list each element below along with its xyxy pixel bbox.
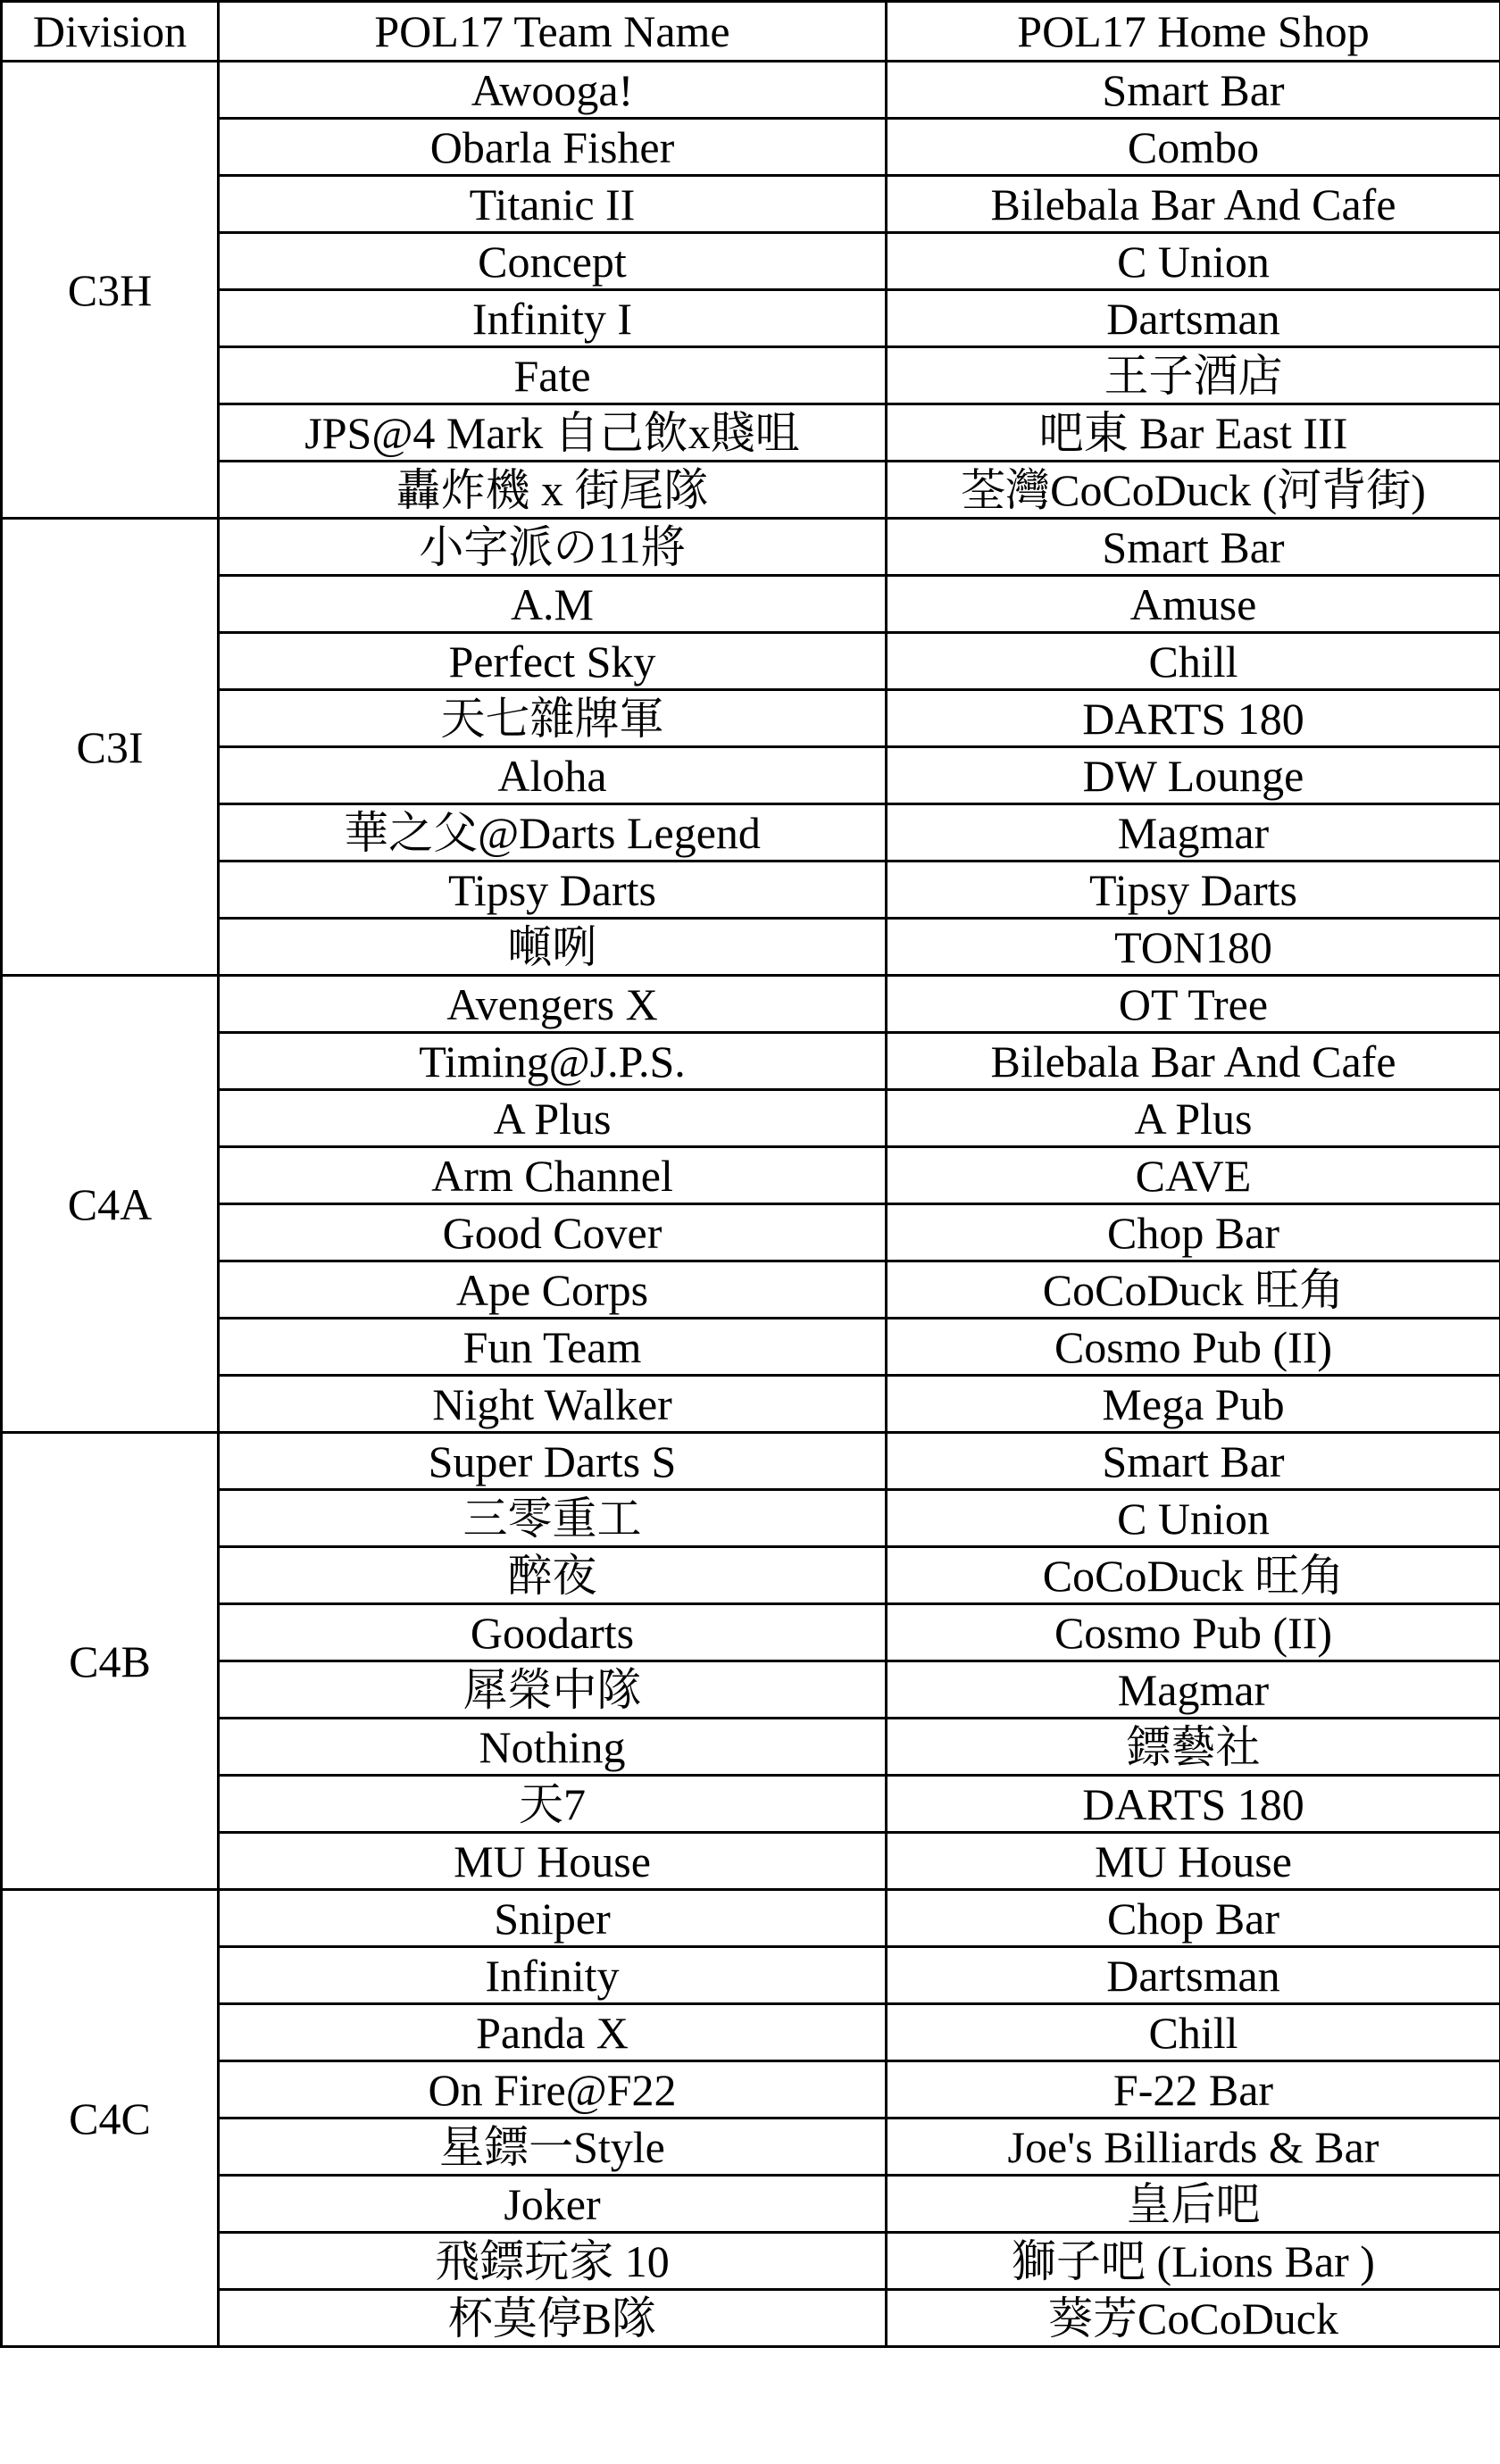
home-shop-cell: Combo (887, 119, 1500, 176)
team-name-cell: 杯莫停B隊 (219, 2290, 887, 2347)
home-shop-cell: 皇后吧 (887, 2176, 1500, 2233)
team-name-cell: Awooga! (219, 62, 887, 119)
team-name-cell: Obarla Fisher (219, 119, 887, 176)
table-row (2, 404, 1500, 462)
home-shop-cell: 鏢藝社 (887, 1719, 1500, 1776)
team-name-cell: Fate (219, 347, 887, 404)
team-name-cell: Joker (219, 2176, 887, 2233)
header-row (2, 2, 1500, 62)
team-name-cell: Infinity (219, 1947, 887, 2004)
home-shop-cell: MU House (887, 1833, 1500, 1890)
team-name-cell: JPS@4 Mark 自己飲x賤咀 (219, 404, 887, 462)
table-row (2, 519, 1500, 576)
table-row (2, 119, 1500, 176)
team-name-cell: 醉夜 (219, 1547, 887, 1604)
table-row (2, 1547, 1500, 1604)
home-shop-cell: TON180 (887, 919, 1500, 976)
division-column-header: Division (2, 2, 219, 62)
home-shop-cell: Smart Bar (887, 519, 1500, 576)
table-row (2, 1661, 1500, 1719)
table-row (2, 804, 1500, 862)
table-row (2, 1090, 1500, 1147)
team-name-cell: On Fire@F22 (219, 2061, 887, 2119)
team-name-cell: 噸咧 (219, 919, 887, 976)
home-shop-cell: DW Lounge (887, 747, 1500, 804)
table-row (2, 976, 1500, 1033)
home-shop-cell: Chop Bar (887, 1890, 1500, 1947)
home-shop-cell: Bilebala Bar And Cafe (887, 1033, 1500, 1090)
table-row (2, 2061, 1500, 2119)
table-row (2, 290, 1500, 347)
table-row (2, 1719, 1500, 1776)
home-shop-cell: OT Tree (887, 976, 1500, 1033)
table-header (2, 2, 1500, 62)
team-name-cell: Infinity I (219, 290, 887, 347)
team-name-cell: Super Darts S (219, 1433, 887, 1490)
team-name-cell: Aloha (219, 747, 887, 804)
home-shop-cell: Amuse (887, 576, 1500, 633)
division-cell: C4B (2, 1433, 219, 1890)
table-row (2, 747, 1500, 804)
table-row (2, 2290, 1500, 2347)
home-shop-cell: 獅子吧 (Lions Bar ) (887, 2233, 1500, 2290)
team-name-cell: Perfect Sky (219, 633, 887, 690)
team-name-cell: A Plus (219, 1090, 887, 1147)
team-name-cell: 犀榮中隊 (219, 1661, 887, 1719)
table-row (2, 62, 1500, 119)
table-row (2, 2119, 1500, 2176)
team-name-cell: Ape Corps (219, 1261, 887, 1319)
home-shop-cell: Magmar (887, 804, 1500, 862)
team-name-cell: Arm Channel (219, 1147, 887, 1204)
team-name-cell: 轟炸機 x 街尾隊 (219, 462, 887, 519)
home-shop-cell: 吧東 Bar East III (887, 404, 1500, 462)
table-row (2, 1890, 1500, 1947)
table-row (2, 2176, 1500, 2233)
team-name-cell: 星鏢一Style (219, 2119, 887, 2176)
home-shop-cell: F-22 Bar (887, 2061, 1500, 2119)
table-row (2, 347, 1500, 404)
home-shop-cell: CoCoDuck 旺角 (887, 1547, 1500, 1604)
table-row (2, 690, 1500, 747)
home-shop-cell: Cosmo Pub (II) (887, 1604, 1500, 1661)
table-row (2, 176, 1500, 233)
home-shop-cell: DARTS 180 (887, 690, 1500, 747)
home-shop-cell: C Union (887, 1490, 1500, 1547)
home-shop-cell: A Plus (887, 1090, 1500, 1147)
table-row (2, 1776, 1500, 1833)
home-shop-cell: CAVE (887, 1147, 1500, 1204)
home-shop-cell: 葵芳CoCoDuck (887, 2290, 1500, 2347)
home-shop-cell: Tipsy Darts (887, 862, 1500, 919)
team-name-cell: Goodarts (219, 1604, 887, 1661)
division-cell: C3I (2, 519, 219, 976)
table-row (2, 233, 1500, 290)
home-shop-cell: Bilebala Bar And Cafe (887, 176, 1500, 233)
team-name-cell: Good Cover (219, 1204, 887, 1261)
table-row (2, 1261, 1500, 1319)
team-name-cell: Panda X (219, 2004, 887, 2061)
team-name-cell: MU House (219, 1833, 887, 1890)
home-shop-cell: Smart Bar (887, 1433, 1500, 1490)
home-shop-cell: Joe's Billiards & Bar (887, 2119, 1500, 2176)
team-name-cell: Titanic II (219, 176, 887, 233)
table-row (2, 462, 1500, 519)
home-shop-cell: 荃灣CoCoDuck (河背街) (887, 462, 1500, 519)
team-name-cell: Sniper (219, 1890, 887, 1947)
team-name-cell: Concept (219, 233, 887, 290)
team-name-cell: 飛鏢玩家 10 (219, 2233, 887, 2290)
table-body (2, 62, 1500, 2347)
home-shop-cell: Cosmo Pub (II) (887, 1319, 1500, 1376)
team-name-cell: 三零重工 (219, 1490, 887, 1547)
table-row (2, 1319, 1500, 1376)
home-shop-cell: Chop Bar (887, 1204, 1500, 1261)
table-row (2, 1147, 1500, 1204)
home-shop-column-header: POL17 Home Shop (887, 2, 1500, 62)
table-row (2, 576, 1500, 633)
home-shop-cell: CoCoDuck 旺角 (887, 1261, 1500, 1319)
table-row (2, 919, 1500, 976)
home-shop-cell: 王子酒店 (887, 347, 1500, 404)
table-row (2, 2233, 1500, 2290)
home-shop-cell: Dartsman (887, 1947, 1500, 2004)
team-name-cell: Avengers X (219, 976, 887, 1033)
home-shop-cell: Chill (887, 2004, 1500, 2061)
home-shop-cell: DARTS 180 (887, 1776, 1500, 1833)
table-row (2, 1604, 1500, 1661)
team-name-cell: Timing@J.P.S. (219, 1033, 887, 1090)
table-row (2, 633, 1500, 690)
team-name-cell: Nothing (219, 1719, 887, 1776)
table-row (2, 1033, 1500, 1090)
table-row (2, 1490, 1500, 1547)
team-name-cell: A.M (219, 576, 887, 633)
home-shop-cell: Chill (887, 633, 1500, 690)
team-name-cell: Fun Team (219, 1319, 887, 1376)
division-cell: C4C (2, 1890, 219, 2347)
table-row (2, 1947, 1500, 2004)
team-name-cell: 華之父@Darts Legend (219, 804, 887, 862)
home-shop-cell: C Union (887, 233, 1500, 290)
team-name-cell: 小字派の11將 (219, 519, 887, 576)
home-shop-cell: Smart Bar (887, 62, 1500, 119)
team-name-cell: Tipsy Darts (219, 862, 887, 919)
team-name-cell: 天7 (219, 1776, 887, 1833)
team-name-cell: 天七雜牌軍 (219, 690, 887, 747)
team-name-column-header: POL17 Team Name (219, 2, 887, 62)
home-shop-cell: Mega Pub (887, 1376, 1500, 1433)
home-shop-cell: Dartsman (887, 290, 1500, 347)
team-name-cell: Night Walker (219, 1376, 887, 1433)
division-cell: C4A (2, 976, 219, 1433)
table-row (2, 862, 1500, 919)
table-row (2, 1833, 1500, 1890)
table-row (2, 2004, 1500, 2061)
home-shop-cell: Magmar (887, 1661, 1500, 1719)
table-row (2, 1204, 1500, 1261)
table-row (2, 1376, 1500, 1433)
table-row (2, 1433, 1500, 1490)
division-cell: C3H (2, 62, 219, 519)
